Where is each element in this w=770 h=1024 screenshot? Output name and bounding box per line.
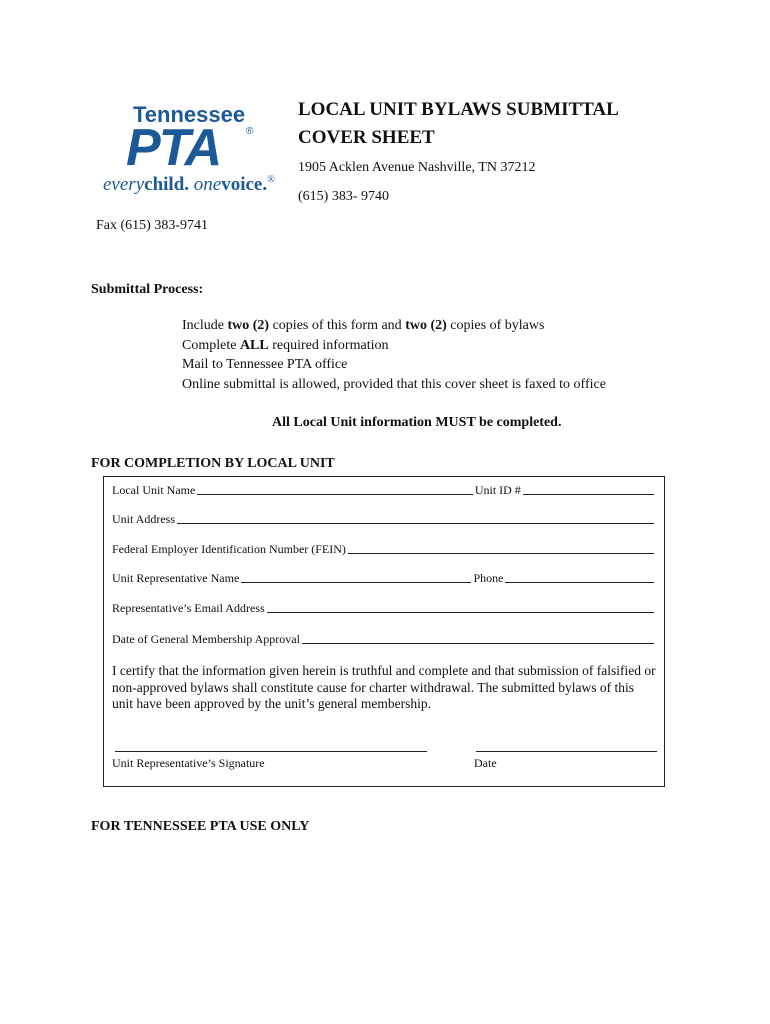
logo-registered-mark: ® (246, 126, 254, 137)
unit-id-label: Unit ID # (474, 483, 521, 497)
section-tn-pta-heading: FOR TENNESSEE PTA USE ONLY (91, 819, 310, 834)
office-phone: (615) 383- 9740 (298, 189, 389, 204)
approval-date-field[interactable] (302, 642, 654, 644)
unit-address-label: Unit Address (112, 512, 175, 526)
submittal-process-label: Submittal Process: (91, 282, 204, 297)
required-notice: All Local Unit information MUST be completed. (272, 415, 562, 430)
office-address: 1905 Acklen Avenue Nashville, TN 37212 (298, 160, 536, 175)
approval-date-row (112, 632, 656, 647)
step-online: Online submittal is allowed, provided that this cover sheet is faxed to office (182, 376, 606, 392)
unit-name-label: Local Unit Name (112, 483, 196, 497)
local-unit-form (103, 476, 665, 787)
logo-tagline: everychild. onevoice.® (103, 174, 275, 195)
date-field[interactable] (476, 751, 657, 752)
date-label: Date (474, 756, 497, 770)
phone-field[interactable] (505, 581, 654, 583)
section-local-unit-heading: FOR COMPLETION BY LOCAL UNIT (91, 456, 335, 471)
signature-label: Unit Representative’s Signature (112, 756, 265, 770)
logo-pta-text: PTA (126, 119, 221, 177)
step-mail: Mail to Tennessee PTA office (182, 357, 348, 372)
unit-address-field[interactable] (177, 522, 654, 524)
email-label: Representative’s Email Address (112, 601, 265, 615)
step-include: Include two (2) copies of this form and two (2) copies of bylaws (182, 318, 545, 333)
unit-name-row (112, 483, 656, 498)
fein-label: Federal Employer Identification Number (FEIN) (112, 542, 346, 556)
phone-label: Phone (473, 571, 504, 585)
rep-name-label: Unit Representative Name (112, 571, 240, 585)
unit-id-field[interactable] (523, 493, 654, 495)
certification-statement: I certify that the information given herein is truthful and complete and that submission of falsified or non-approved bylaws shall constitute cause for charter withdrawal. The submitted bylaws of this unit have been approved by the unit’s general membership. (112, 663, 656, 711)
logo-state-text: Tennessee (133, 102, 246, 127)
unit-address-row (112, 512, 656, 527)
fein-field[interactable] (348, 552, 654, 554)
office-fax: Fax (615) 383-9741 (96, 218, 208, 233)
page-title: LOCAL UNIT BYLAWS SUBMITTAL COVER SHEET (298, 99, 619, 148)
rep-name-field[interactable] (241, 581, 471, 583)
fein-row (112, 542, 656, 557)
email-field[interactable] (267, 611, 654, 613)
unit-name-field[interactable] (197, 493, 473, 495)
email-row (112, 601, 656, 616)
submittal-steps (182, 316, 606, 394)
step-complete: Complete ALL required information (182, 337, 389, 353)
signature-field[interactable] (115, 751, 427, 752)
approval-date-label: Date of General Membership Approval (112, 632, 300, 646)
rep-name-row (112, 571, 656, 586)
